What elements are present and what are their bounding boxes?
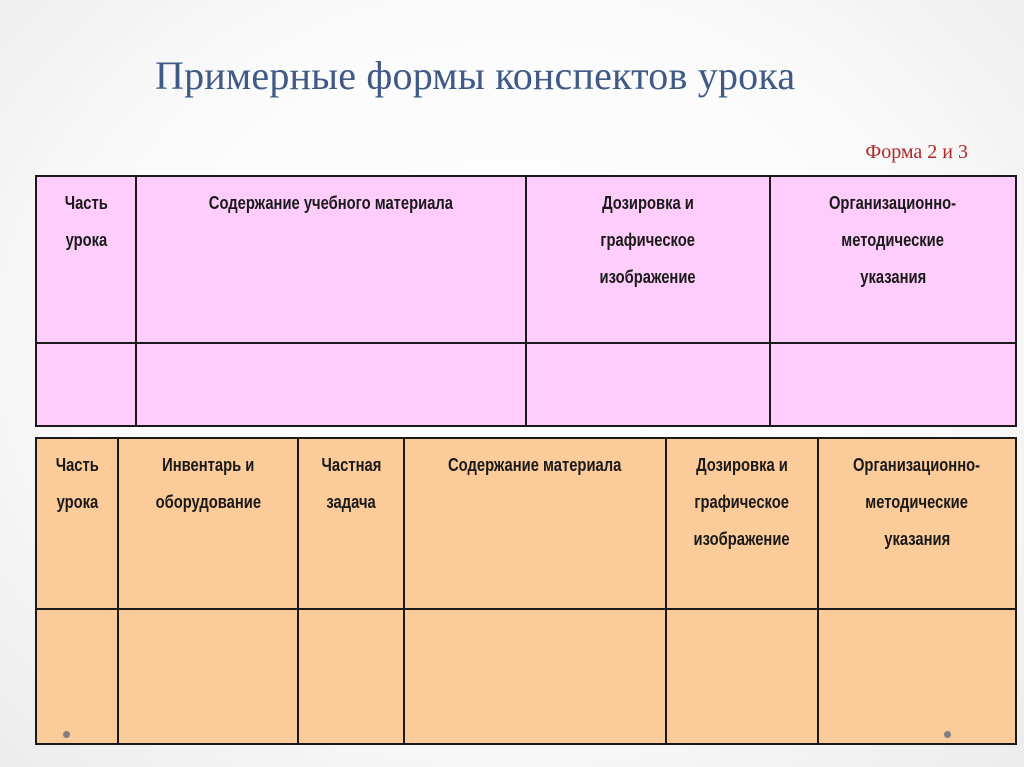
header-cell-specific-task: Частная задача (298, 438, 404, 609)
header-cell-guidelines: Организационно- методические указания (770, 176, 1016, 343)
header-cell-lesson-part: Часть урока (36, 438, 118, 609)
decorative-dot (944, 731, 951, 738)
header-cell-equipment: Инвентарь и оборудование (118, 438, 298, 609)
decorative-dot (63, 731, 70, 738)
header-cell-material-content: Содержание материала (404, 438, 666, 609)
slide-title: Примерные формы конспектов урока (155, 53, 796, 98)
empty-cell (666, 609, 818, 744)
lesson-plan-table-form-3 (35, 437, 1017, 745)
table-row (36, 343, 1016, 426)
header-cell-material-content: Содержание учебного материала (136, 176, 526, 343)
header-cell-guidelines: Организационно- методические указания (818, 438, 1016, 609)
table-header-row (36, 438, 1016, 609)
lesson-plan-table-form-2 (35, 175, 1017, 427)
empty-cell (118, 609, 298, 744)
table-header-row (36, 176, 1016, 343)
empty-cell (770, 343, 1016, 426)
empty-cell (36, 609, 118, 744)
header-cell-dosage: Дозировка и графическое изображение (526, 176, 770, 343)
empty-cell (404, 609, 666, 744)
table-row (36, 609, 1016, 744)
empty-cell (136, 343, 526, 426)
empty-cell (526, 343, 770, 426)
header-cell-dosage: Дозировка и графическое изображение (666, 438, 818, 609)
empty-cell (36, 343, 136, 426)
empty-cell (818, 609, 1016, 744)
form-label: Форма 2 и 3 (865, 141, 968, 163)
header-cell-lesson-part: Часть урока (36, 176, 136, 343)
empty-cell (298, 609, 404, 744)
